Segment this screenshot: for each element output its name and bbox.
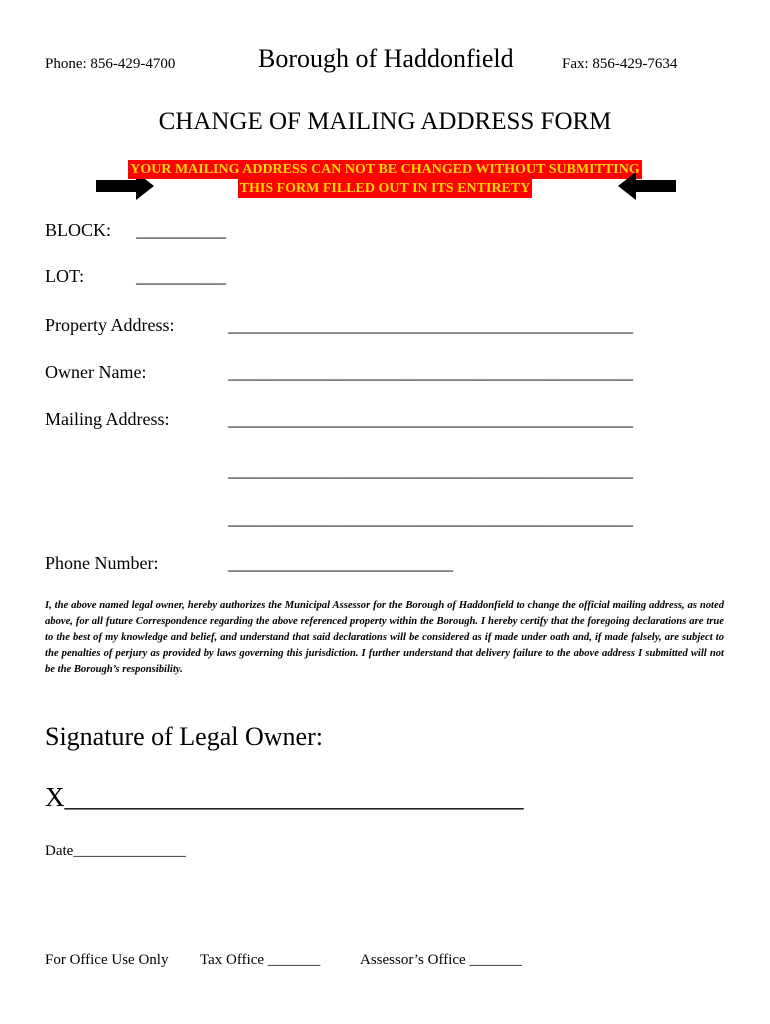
warning-line-1: YOUR MAILING ADDRESS CAN NOT BE CHANGED WITHOUT SUBMITTING [130,162,640,177]
arrow-left-icon [616,172,676,200]
fax-number-header: Fax: 856-429-7634 [562,56,678,72]
declaration-text: I, the above named legal owner, hereby authorizes the Municipal Assessor for the Borough of Haddonfield to change the official mailing address, as noted above, for all future Correspondence regarding the above referenced property within the Borough. I hereby certify that the foregoing declarations are true to the best of my knowledge and belief, and understand that said declarations will be considered as if made under oath and, if made falsely, are subject to the penalties of perjury as provided by laws governing this jurisdiction. I further understand that delivery failure to the above address I submitted will not be the Borough’s responsibility. [45,600,724,675]
mailing-address-field-2[interactable]: _____________________________________________ [228,460,633,480]
mailing-address-field-1[interactable]: _____________________________________________ [228,409,633,429]
warning-line-2: THIS FORM FILLED OUT IN ITS ENTIRETY [239,181,531,196]
lot-label: LOT: [45,266,85,286]
assessor-office-field[interactable]: Assessor’s Office _______ [360,952,522,968]
block-field[interactable]: __________ [136,220,226,240]
date-field[interactable]: Date_______________ [45,843,186,859]
mailing-address-label: Mailing Address: [45,409,170,429]
phone-number-field[interactable]: _________________________ [228,553,453,573]
property-address-label: Property Address: [45,315,175,335]
office-use-label: For Office Use Only [45,952,169,968]
property-address-field[interactable]: _____________________________________________ [228,315,633,335]
mailing-address-field-3[interactable]: _____________________________________________ [228,508,633,528]
signature-field[interactable]: X__________________________________ [45,782,524,812]
form-title: CHANGE OF MAILING ADDRESS FORM [158,108,612,135]
owner-name-label: Owner Name: [45,362,147,382]
block-label: BLOCK: [45,220,112,240]
tax-office-field[interactable]: Tax Office _______ [200,952,321,968]
lot-field[interactable]: __________ [136,266,226,286]
phone-number-header: Phone: 856-429-4700 [45,56,176,72]
signature-label: Signature of Legal Owner: [45,722,323,751]
owner-name-field[interactable]: _____________________________________________ [228,362,633,382]
phone-number-label: Phone Number: [45,553,159,573]
organization-name: Borough of Haddonfield [258,44,514,73]
